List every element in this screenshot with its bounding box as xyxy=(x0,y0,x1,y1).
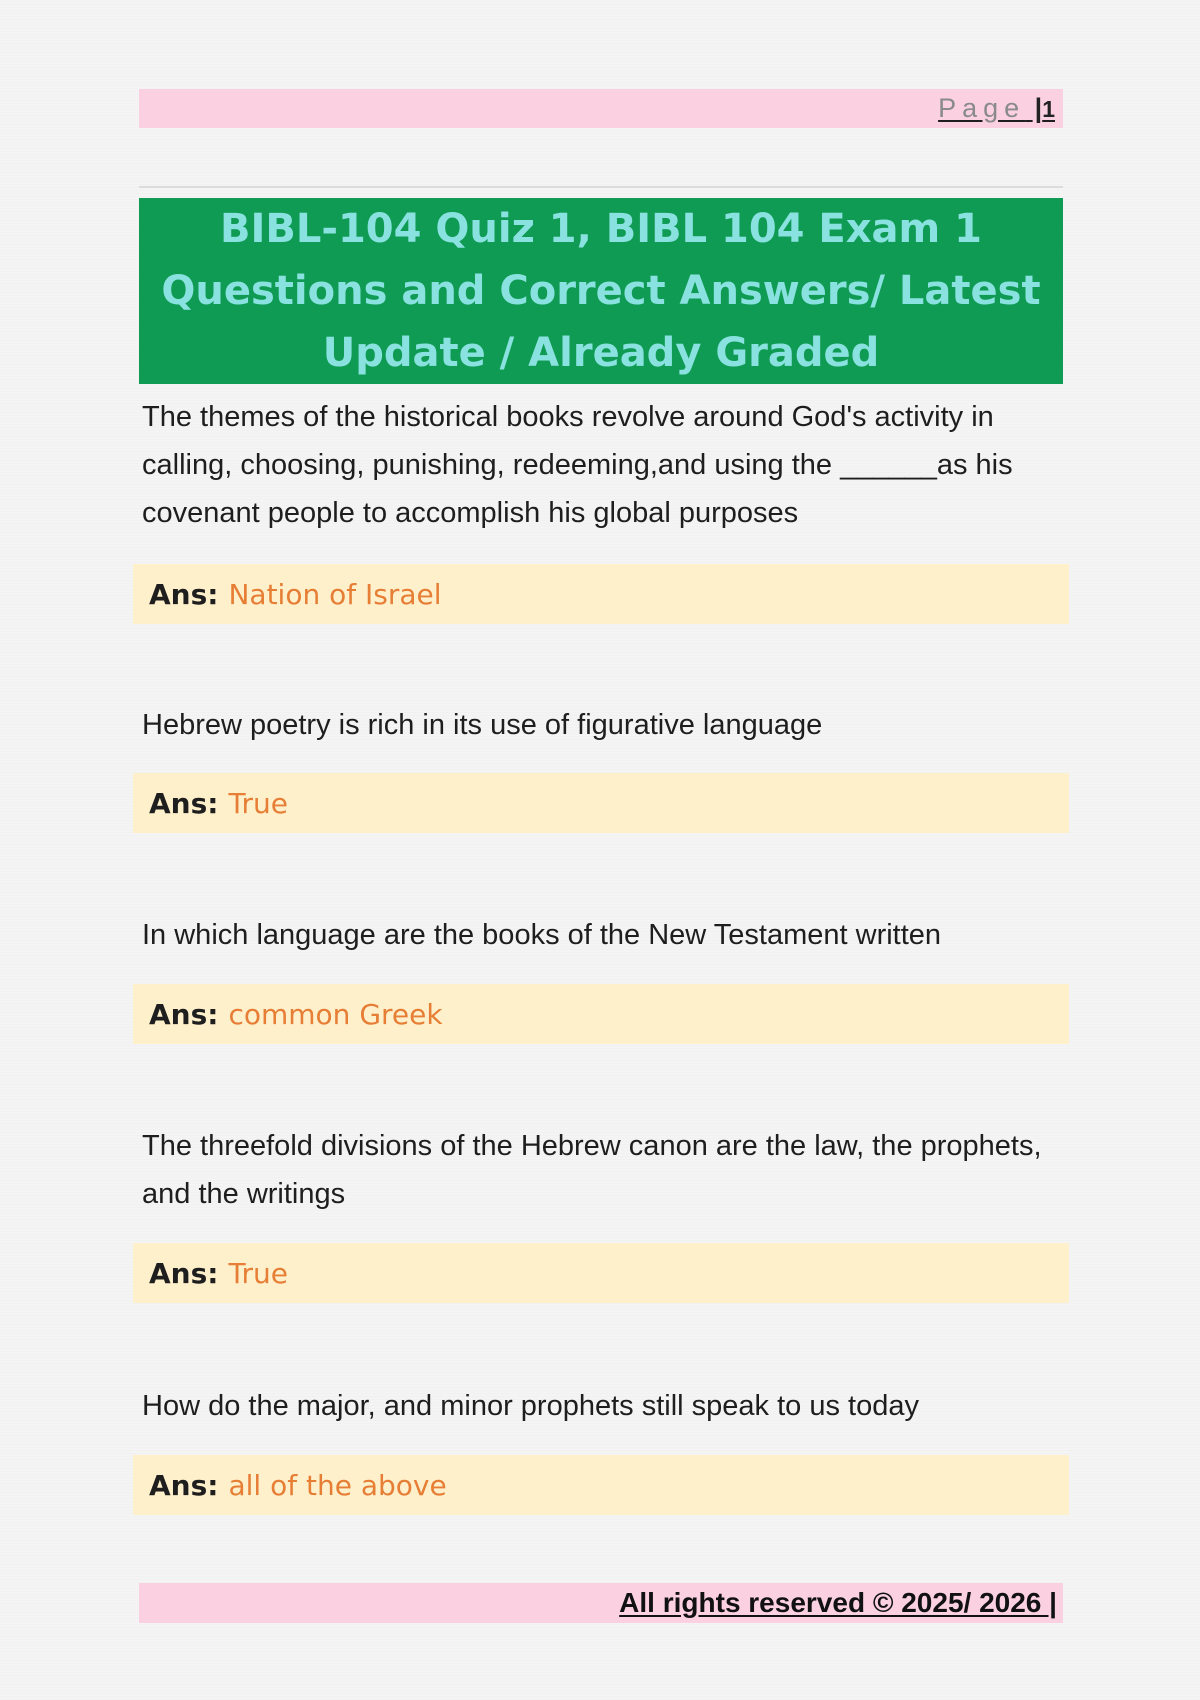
qa-item-1 xyxy=(133,393,1069,611)
answer-label: Ans: xyxy=(149,1256,219,1290)
copyright-notice: All rights reserved © 2025/ 2026 | xyxy=(619,1587,1057,1618)
page-header xyxy=(139,89,1063,128)
answer-value: Nation of Israel xyxy=(228,577,442,611)
page-number-label xyxy=(938,93,1055,124)
answer-label: Ans: xyxy=(149,997,219,1031)
answer-value: all of the above xyxy=(228,1468,447,1502)
question-text: Hebrew poetry is rich in its use of figurative language xyxy=(142,709,823,741)
page-word: Page xyxy=(938,93,1026,123)
qa-item-3 xyxy=(133,911,1069,1031)
answer-row xyxy=(133,773,1069,833)
question-text: In which language are the books of the New Testament written xyxy=(142,919,942,951)
question-text: How do the major, and minor prophets still speak to us today xyxy=(142,1390,919,1422)
header-divider xyxy=(139,186,1063,188)
answer-label: Ans: xyxy=(149,786,219,820)
title-banner xyxy=(139,198,1063,384)
page-separator: | xyxy=(1034,93,1043,123)
answer-row xyxy=(133,564,1069,624)
answer-row xyxy=(133,984,1069,1044)
answer-row xyxy=(133,1243,1069,1303)
answer-label: Ans: xyxy=(149,1468,219,1502)
page-number: 1 xyxy=(1042,96,1055,122)
qa-item-4 xyxy=(133,1122,1069,1290)
document-title: BIBL-104 Quiz 1, BIBL 104 Exam 1 Questions and Correct Answers/ Latest Update / Already Graded xyxy=(161,206,1041,376)
answer-value: True xyxy=(228,786,288,820)
answer-row xyxy=(133,1455,1069,1515)
answer-value: common Greek xyxy=(228,997,443,1031)
question-text: The themes of the historical books revolve around God's activity in calling, choosing, punishing, redeeming,and using the ______as his covenant people to accomplish his global purposes xyxy=(142,401,1013,529)
qa-item-2 xyxy=(133,701,1069,820)
qa-item-5 xyxy=(133,1382,1069,1502)
page-footer xyxy=(139,1583,1063,1623)
answer-label: Ans: xyxy=(149,577,219,611)
question-text: The threefold divisions of the Hebrew canon are the law, the prophets, and the writings xyxy=(142,1130,1042,1210)
answer-value: True xyxy=(228,1256,288,1290)
